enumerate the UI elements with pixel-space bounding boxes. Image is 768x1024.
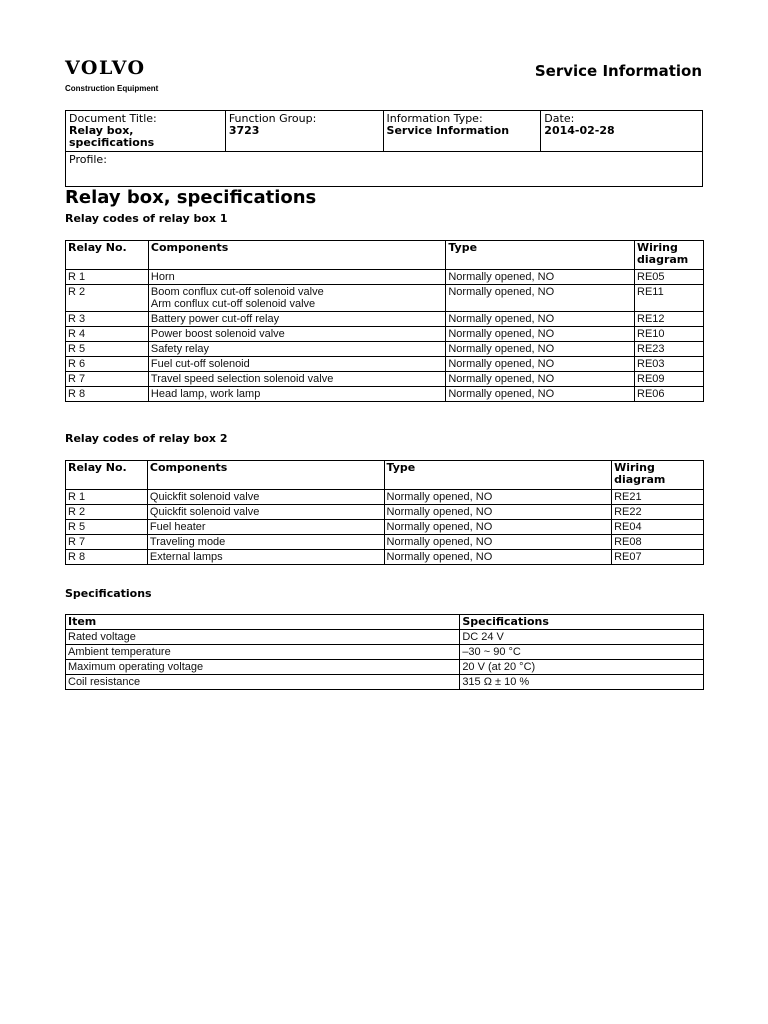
function-group-label: Function Group: (228, 112, 317, 125)
table-cell: Normally opened, NO (446, 327, 635, 342)
table-cell: R 2 (66, 285, 149, 312)
date-label: Date: (544, 112, 575, 125)
specifications-table (65, 614, 704, 690)
date-value: 2014-02-28 (544, 124, 615, 137)
table-cell: External lamps (147, 550, 384, 565)
table-cell: Normally opened, NO (446, 270, 635, 285)
table-cell: Normally opened, NO (446, 312, 635, 327)
table-cell: Coil resistance (66, 675, 460, 690)
profile-label: Profile: (69, 153, 107, 166)
column-header: Wiring diagram (612, 461, 704, 490)
table-cell: 20 V (at 20 °C) (460, 660, 704, 675)
column-header: Components (147, 461, 384, 490)
document-type-heading: Service Information (534, 62, 702, 80)
table-cell: RE21 (612, 490, 704, 505)
table-cell: RE11 (635, 285, 704, 312)
information-type-label: Information Type: (386, 112, 483, 125)
column-header: Type (384, 461, 612, 490)
table-row (66, 630, 704, 645)
table-cell: Fuel heater (147, 520, 384, 535)
table-cell: Ambient temperature (66, 645, 460, 660)
table-cell: RE03 (635, 357, 704, 372)
table-cell: Rated voltage (66, 630, 460, 645)
profile-cell (66, 152, 703, 187)
function-group-value: 3723 (228, 124, 260, 137)
table-cell: RE08 (612, 535, 704, 550)
table-cell: Head lamp, work lamp (148, 387, 445, 402)
table-row (66, 675, 704, 690)
table-row (66, 312, 704, 327)
table-cell: Fuel cut-off solenoid (148, 357, 445, 372)
table-row (66, 372, 704, 387)
table-cell: R 8 (66, 550, 148, 565)
relay-box-2-table (65, 460, 704, 565)
relay-box-2-title: Relay codes of relay box 2 (65, 432, 228, 445)
table-cell: Normally opened, NO (446, 357, 635, 372)
table-cell: R 4 (66, 327, 149, 342)
brand-block (65, 58, 158, 94)
relay-box-1-title: Relay codes of relay box 1 (65, 212, 228, 225)
table-row (66, 645, 704, 660)
brand-subtitle: Construction Equipment (65, 84, 159, 93)
column-header: Wiring diagram (635, 241, 704, 270)
function-group-cell (225, 111, 383, 152)
table-cell: Normally opened, NO (384, 520, 612, 535)
table-cell: Power boost solenoid valve (148, 327, 445, 342)
table-cell: RE12 (635, 312, 704, 327)
table-cell: Safety relay (148, 342, 445, 357)
volvo-logo: VOLVO (65, 57, 146, 79)
table-cell: Normally opened, NO (446, 387, 635, 402)
relay-box-1-table (65, 240, 704, 402)
table-cell: Traveling mode (147, 535, 384, 550)
document-header-table (65, 110, 703, 187)
table-row (66, 490, 704, 505)
table-cell: R 3 (66, 312, 149, 327)
column-header: Item (66, 615, 460, 630)
table-cell: Normally opened, NO (446, 342, 635, 357)
table-cell: Normally opened, NO (384, 550, 612, 565)
table-cell: Travel speed selection solenoid valve (148, 372, 445, 387)
table-cell: DC 24 V (460, 630, 704, 645)
page-title: Relay box, specifications (65, 187, 317, 208)
table-cell: R 2 (66, 505, 148, 520)
table-cell: R 6 (66, 357, 149, 372)
table-cell: R 5 (66, 520, 148, 535)
document-title-cell (66, 111, 226, 152)
table-row (66, 342, 704, 357)
table-cell: Horn (148, 270, 445, 285)
table-cell: RE07 (612, 550, 704, 565)
information-type-value: Service Information (386, 124, 510, 137)
table-row (66, 520, 704, 535)
column-header: Type (446, 241, 635, 270)
table-row (66, 550, 704, 565)
table-row (66, 270, 704, 285)
table-cell: RE09 (635, 372, 704, 387)
table-cell: R 7 (66, 372, 149, 387)
table-row (66, 660, 704, 675)
table-cell: RE22 (612, 505, 704, 520)
table-row (66, 285, 704, 312)
table-cell: R 5 (66, 342, 149, 357)
table-cell: RE10 (635, 327, 704, 342)
column-header: Relay No. (66, 241, 149, 270)
table-cell: R 1 (66, 490, 148, 505)
table-cell: RE05 (635, 270, 704, 285)
table-cell: RE06 (635, 387, 704, 402)
document-title-label: Document Title: (69, 112, 157, 125)
document-title-value: Relay box, specifications (69, 124, 155, 149)
table-cell: Normally opened, NO (446, 372, 635, 387)
column-header: Specifications (460, 615, 704, 630)
column-header: Relay No. (66, 461, 148, 490)
specifications-title: Specifications (65, 587, 152, 600)
table-cell: Boom conflux cut-off solenoid valve Arm conflux cut-off solenoid valve (148, 285, 445, 312)
information-type-cell (383, 111, 541, 152)
table-cell: RE04 (612, 520, 704, 535)
table-row (66, 387, 704, 402)
table-cell: Normally opened, NO (384, 505, 612, 520)
table-row (66, 357, 704, 372)
table-cell: R 1 (66, 270, 149, 285)
table-cell: R 7 (66, 535, 148, 550)
table-cell: Quickfit solenoid valve (147, 505, 384, 520)
table-cell: –30 ~ 90 °C (460, 645, 704, 660)
table-cell: R 8 (66, 387, 149, 402)
table-cell: 315 Ω ± 10 % (460, 675, 704, 690)
table-cell: RE23 (635, 342, 704, 357)
date-cell (541, 111, 703, 152)
table-cell: Maximum operating voltage (66, 660, 460, 675)
table-row (66, 327, 704, 342)
table-cell: Quickfit solenoid valve (147, 490, 384, 505)
table-cell: Normally opened, NO (384, 535, 612, 550)
table-cell: Normally opened, NO (384, 490, 612, 505)
table-cell: Normally opened, NO (446, 285, 635, 312)
column-header: Components (148, 241, 445, 270)
table-cell: Battery power cut-off relay (148, 312, 445, 327)
table-row (66, 535, 704, 550)
table-row (66, 505, 704, 520)
